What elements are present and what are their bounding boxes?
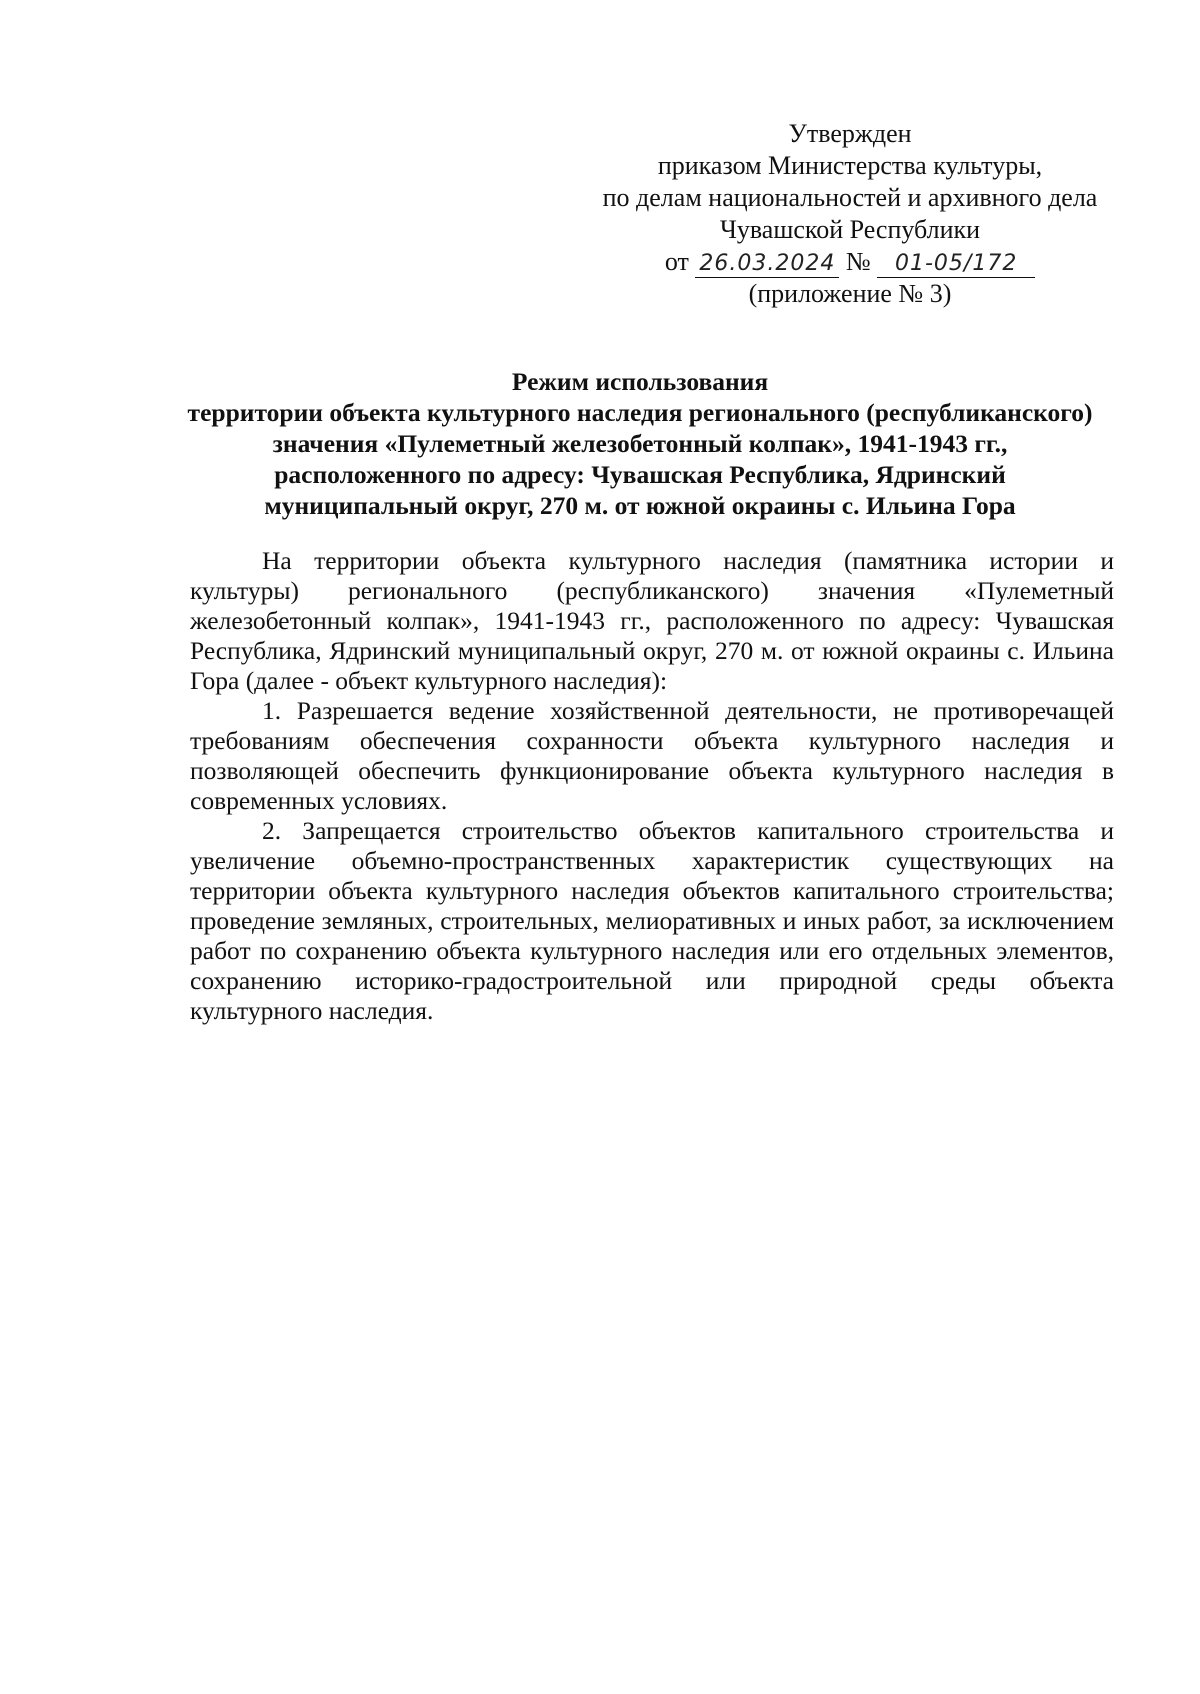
- title-line-2: территории объекта культурного наследия регионального (республиканского): [187, 398, 1093, 427]
- handwritten-date: 26.03.2024: [699, 251, 836, 276]
- title-line-4: расположенного по адресу: Чувашская Республика, Ядринский: [274, 460, 1006, 489]
- title-line-5: муниципальный округ, 270 м. от южной окраины с. Ильина Гора: [264, 491, 1016, 520]
- handwritten-number: 01-05/172: [894, 251, 1018, 276]
- approval-republic-line: Чувашской Республики: [719, 215, 981, 244]
- appendix-label: (приложение № 3): [748, 279, 952, 308]
- document-title: [170, 366, 1110, 521]
- intro-paragraph: На территории объекта культурного наследия (памятника истории и культуры) регионального (республиканского) значения «Пулеметный железобетонный колпак», 1941-1943 гг., расположенного по адресу: Чувашская Республика, Ядринский муниципальный округ, 270 м. от южной окраины с. Ильина Гора (далее - объект культурного наследия):: [190, 546, 1114, 695]
- approval-date-number-line: [560, 246, 1140, 278]
- document-body: [190, 546, 1114, 1026]
- title-line-1: Режим использования: [511, 367, 769, 396]
- number-prefix: №: [845, 247, 871, 276]
- date-prefix: от: [664, 247, 689, 276]
- title-line-3: значения «Пулеметный железобетонный колпак», 1941-1943 гг.,: [272, 429, 1008, 458]
- approval-ministry-line: приказом Министерства культуры,: [657, 151, 1043, 180]
- approval-ministry-line-2: по делам национальностей и архивного дела: [602, 183, 1098, 212]
- number-field: [877, 249, 1035, 278]
- approval-block: [560, 118, 1140, 310]
- approval-heading: Утвержден: [788, 119, 912, 148]
- item-2-paragraph: 2. Запрещается строительство объектов капитального строительства и увеличение объемно-пространственных характеристик существующих на территории объекта культурного наследия объектов капитального строительства; проведение земляных, строительных, мелиоративных и иных работ, за исключением работ по сохранению объекта культурного наследия или его отдельных элементов, сохранению историко-градостроительной или природной среды объекта культурного наследия.: [190, 816, 1114, 1025]
- date-field: [695, 249, 839, 278]
- item-1-paragraph: 1. Разрешается ведение хозяйственной деятельности, не противоречащей требованиям обеспечения сохранности объекта культурного наследия и позволяющей обеспечить функционирование объекта культурного наследия в современных условиях.: [190, 696, 1114, 815]
